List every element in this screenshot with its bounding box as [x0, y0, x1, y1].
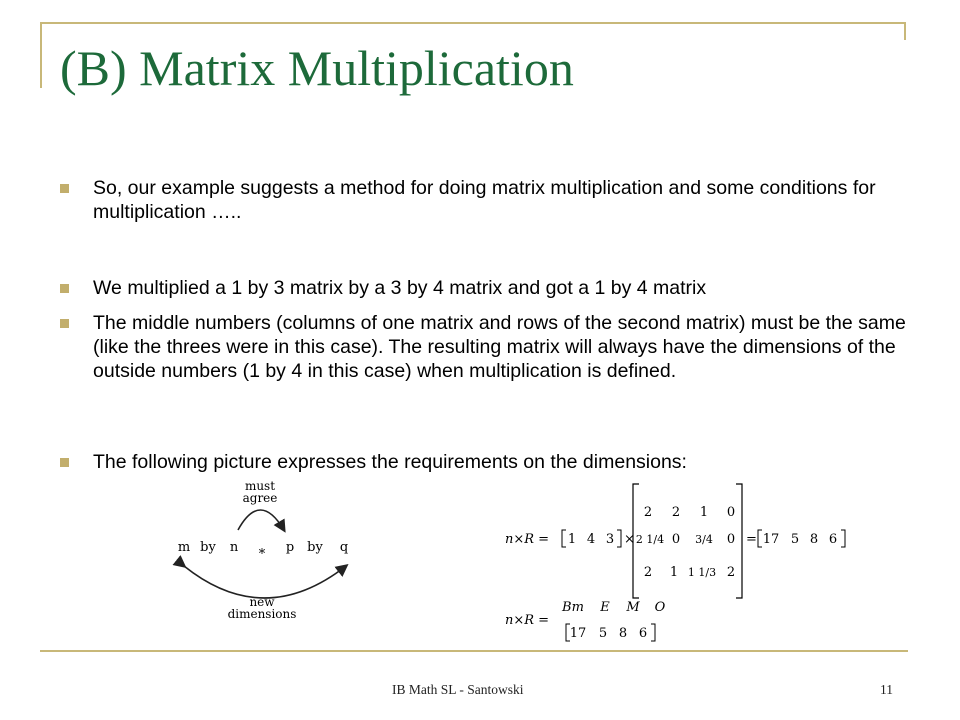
new-dimensions-arrow	[184, 566, 346, 598]
dimension-diagram	[170, 478, 370, 630]
bullet-text: The middle numbers (columns of one matrix and rows of the second matrix) must be the same (like the threes were in this case). The resulting matrix will always have the dimensions of the outside numbers (1 by 4 in this case) when multiplication is defined.	[93, 312, 906, 382]
bullet-item	[60, 311, 918, 383]
diagram-n: n	[229, 540, 239, 555]
matrix-entry-fraction: 3/4	[695, 533, 713, 546]
matrix-entry-mixed-fraction: 1 1/3	[687, 566, 717, 579]
diagram-new-label: new	[249, 595, 275, 609]
diagram-by-1: by	[200, 540, 216, 555]
footer-text: IB Math SL - Santowski	[392, 682, 524, 697]
times-sign: ×	[624, 532, 635, 547]
frame-left-rule	[40, 22, 42, 88]
diagram-q: q	[339, 540, 349, 555]
bullet-square-icon	[60, 458, 69, 467]
result2-entry: 17	[569, 626, 587, 641]
diagram-p: p	[285, 540, 295, 555]
diagram-by-2: by	[307, 540, 323, 555]
result2-entry: 8	[618, 626, 628, 641]
bullet-square-icon	[60, 319, 69, 328]
frame-right-rule	[904, 22, 906, 40]
bullet-text: So, our example suggests a method for doing matrix multiplication and some conditions for multiplication …..	[93, 177, 876, 223]
slide-title: (B) Matrix Multiplication	[60, 40, 574, 96]
equation-lhs-2: n×R =	[505, 613, 550, 628]
letter-label: M	[626, 600, 640, 615]
page-number: 11	[880, 682, 893, 697]
bullet-item	[60, 176, 918, 224]
matrix-entry: 0	[671, 532, 681, 547]
matrix-entry: 0	[726, 532, 736, 547]
matrix-entry: 2	[643, 565, 653, 580]
matrix-entry: 2	[726, 565, 736, 580]
row-vector-bracket-right	[617, 530, 621, 547]
frame-top-rule	[40, 22, 904, 24]
result2-bracket-right	[651, 624, 655, 641]
result-entry: 8	[809, 532, 819, 547]
row-vector-entry: 3	[605, 532, 615, 547]
matrix-entry-mixed-fraction: 2 1/4	[635, 533, 665, 546]
result-bracket-left	[758, 530, 762, 547]
matrix-equation	[500, 478, 860, 648]
diagram-must-label: must	[244, 479, 276, 493]
bullet-square-icon	[60, 184, 69, 193]
diagram-dimensions-label: dimensions	[227, 607, 297, 621]
row-vector-entry: 4	[586, 532, 596, 547]
diagram-agree-label: agree	[242, 491, 278, 505]
matrix-entry: 2	[671, 505, 681, 520]
bullet-item	[60, 450, 918, 474]
matrix-entry: 1	[699, 505, 709, 520]
bullet-square-icon	[60, 284, 69, 293]
row-vector-bracket-left	[562, 530, 566, 547]
row-vector-entry: 1	[567, 532, 577, 547]
diagram-multiply-star: *	[258, 547, 266, 562]
letter-label: Bm	[562, 600, 584, 615]
agree-arrow	[238, 510, 284, 530]
result2-entry: 5	[598, 626, 608, 641]
bullet-text: The following picture expresses the requirements on the dimensions:	[93, 451, 687, 473]
equals-sign: =	[746, 532, 757, 547]
matrix-bracket-right	[736, 484, 742, 598]
diagram-m: m	[177, 540, 191, 555]
footer-rule	[40, 650, 908, 652]
bullet-text: We multiplied a 1 by 3 matrix by a 3 by 4 matrix and got a 1 by 4 matrix	[93, 277, 707, 299]
matrix-entry: 2	[643, 505, 653, 520]
result-entry: 5	[790, 532, 800, 547]
bullet-item	[60, 276, 918, 300]
matrix-entry: 0	[726, 505, 736, 520]
matrix-entry: 1	[669, 565, 679, 580]
result-entry: 6	[828, 532, 838, 547]
result-entry: 17	[762, 532, 780, 547]
equation-lhs: n×R =	[505, 532, 550, 547]
result2-entry: 6	[638, 626, 648, 641]
result-bracket-right	[841, 530, 845, 547]
letter-label: E	[600, 600, 610, 615]
letter-label: O	[654, 600, 666, 615]
